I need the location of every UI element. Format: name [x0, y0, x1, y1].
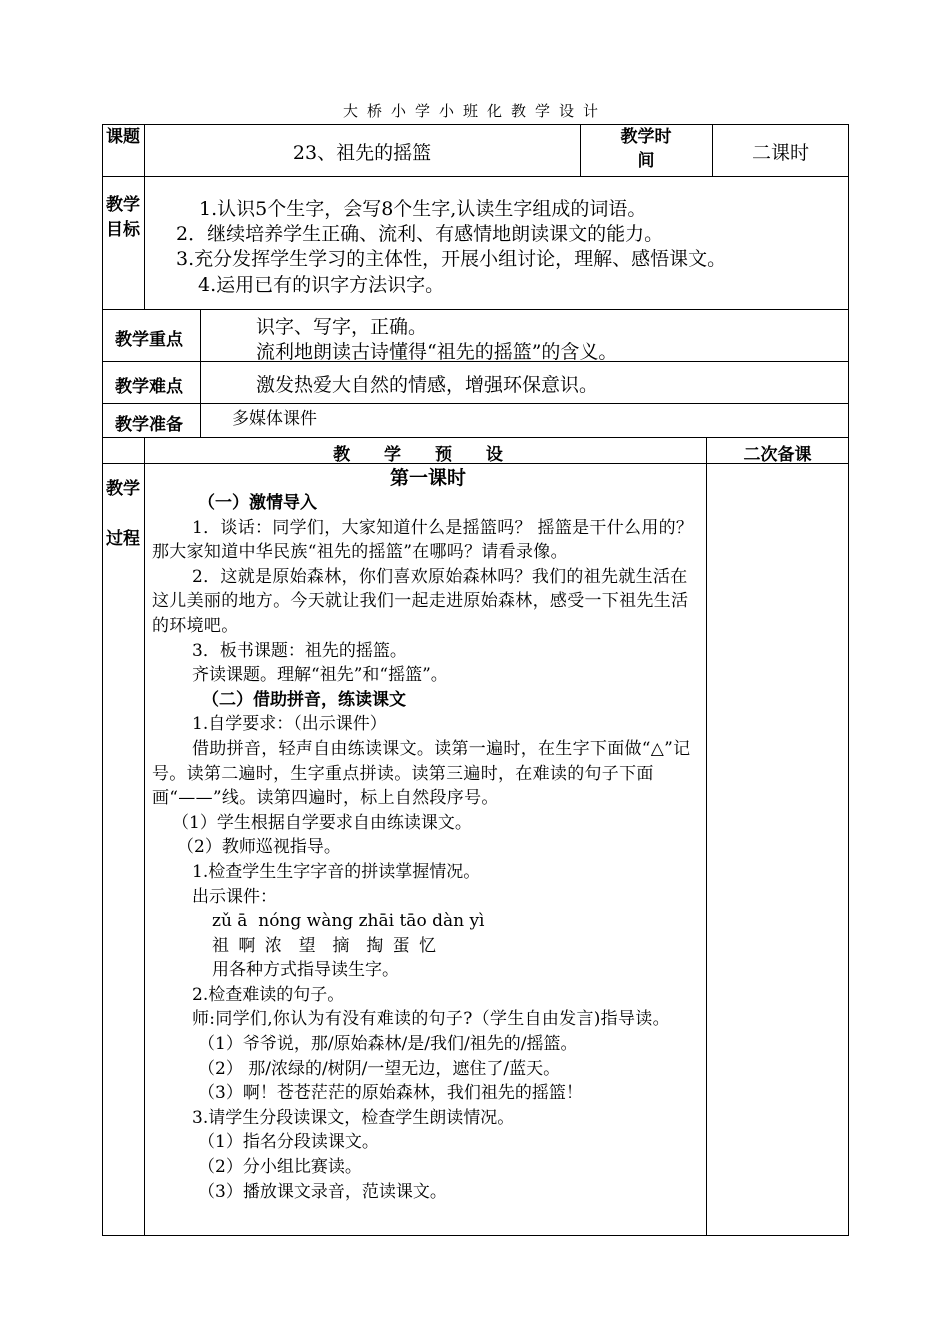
section-2-para-5: 1.检查学生生字字音的拼读掌握情况。	[192, 861, 481, 882]
row-divider	[102, 176, 849, 177]
col-divider	[580, 124, 581, 176]
section-2-para-12: （3）啊！苍苍茫茫的原始森林，我们祖先的摇篮！	[198, 1083, 583, 1104]
section-1-para-2: 2．这就是原始森林，你们喜欢原始森林吗？我们的祖先就生活在这儿美丽的地方。今天就让我们一起走进原始森林，感受一下祖先生活的环境吧。	[152, 566, 689, 636]
section-2-para-13: 3.请学生分段读课文，检查学生朗读情况。	[192, 1107, 515, 1128]
section-2-para-14: （1）指名分段读课文。	[198, 1132, 379, 1153]
difficulties-label: 教学难点	[115, 377, 183, 397]
section-2-para-8: 2.检查难读的句子。	[192, 984, 345, 1005]
preparation-text: 多媒体课件	[232, 409, 317, 429]
process-content	[152, 466, 704, 1204]
topic-label: 课题	[106, 127, 140, 147]
lesson-heading: 第一课时	[389, 467, 466, 489]
key-points-label: 教学重点	[115, 330, 183, 350]
section-2-para-2: 借助拼音，轻声自由练读课文。读第一遍时，在生字下面做“△”记号。读第二遍时，生字重点拼读。读第三遍时，在难读的句子下面画“——”线。读第四遍时，标上自然段序号。	[152, 738, 691, 809]
section-2-para-10: （1）爷爷说，那/原始森林/是/我们/祖先的/摇篮。	[198, 1034, 578, 1055]
key-point-2: 流利地朗读古诗懂得“祖先的摇篮”的含义。	[256, 341, 618, 363]
section-2-para-3: （1）学生根据自学要求自由练读课文。	[172, 812, 472, 833]
hanzi-line: 祖 啊 浓 望 摘 掏 蛋 忆	[212, 935, 439, 956]
section-1-para-3: 3．板书课题：祖先的摇篮。	[192, 640, 407, 661]
key-point-1: 识字、写字，正确。	[256, 316, 428, 338]
difficulties-text: 激发热爱大自然的情感，增强环保意识。	[256, 374, 599, 396]
objective-3: 3.充分发挥学生学习的主体性，开展小组讨论，理解、感悟课文。	[176, 248, 727, 270]
section-2-para-1: 1.自学要求：（出示课件）	[192, 714, 387, 735]
section-2-title: （二）借助拼音，练读课文	[202, 689, 406, 710]
plan-header: 教 学 预 设	[333, 445, 517, 465]
row-divider	[102, 437, 849, 438]
col-divider	[144, 437, 145, 1236]
page-header: 大桥小学小班化教学设计	[342, 102, 607, 120]
objective-4: 4.运用已有的识字方法识字。	[198, 274, 445, 296]
time-label: 教学时间	[620, 127, 672, 171]
process-label: 教学过程	[106, 479, 140, 549]
objective-1: 1.认识5个生字，会写8个生字,认读生字组成的词语。	[199, 198, 647, 220]
col-divider	[200, 309, 201, 437]
second-prep-header: 二次备课	[743, 445, 812, 465]
row-divider	[102, 309, 849, 310]
section-2-para-9: 师:同学们,你认为有没有难读的句子?（学生自由发言)指导读。	[192, 1009, 670, 1030]
time-value: 二课时	[751, 142, 809, 164]
objective-2: 2．继续培养学生正确、流利、有感情地朗读课文的能力。	[176, 223, 664, 245]
section-2-para-7: 用各种方式指导读生字。	[212, 960, 399, 981]
row-divider	[102, 403, 849, 404]
section-2-para-4: （2）教师巡视指导。	[177, 837, 341, 858]
section-1-title: （一）激情导入	[198, 493, 317, 513]
objectives-label: 教学目标	[106, 195, 140, 240]
section-1-para-4: 齐读课题。理解“祖先”和“摇篮”。	[192, 665, 448, 686]
section-2-para-6: 出示课件：	[192, 886, 277, 907]
section-2-para-15: （2）分小组比赛读。	[198, 1157, 362, 1178]
section-2-para-16: （3）播放课文录音，范读课文。	[198, 1181, 447, 1202]
section-2-para-11: （2） 那/浓绿的/树阴/一望无边，遮住了/蓝天。	[198, 1058, 561, 1079]
lesson-title: 23、祖先的摇篮	[292, 142, 432, 164]
preparation-label: 教学准备	[115, 415, 183, 435]
col-divider	[706, 437, 707, 1236]
section-1-para-1: 1．谈话：同学们，大家知道什么是摇篮吗？ 摇篮是干什么用的？那大家知道中华民族“祖先的摇篮”在哪吗？请看录像。	[152, 517, 694, 563]
pinyin-line: zǔ ā nóng wàng zhāi tāo dàn yì	[212, 911, 485, 932]
